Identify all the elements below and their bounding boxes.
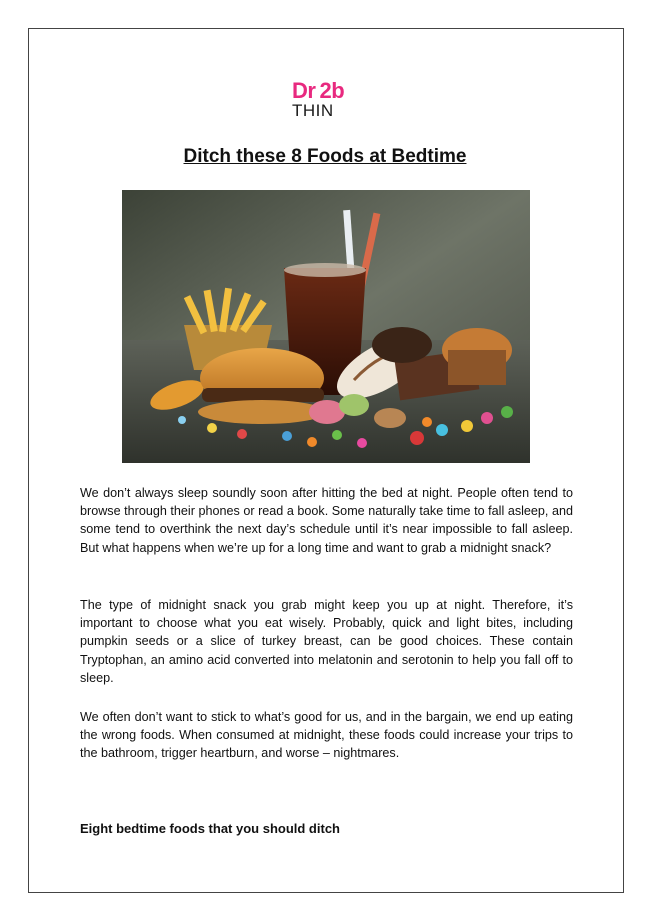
logo-text-dr: Dr [292, 78, 316, 103]
logo-text-2b: 2b [319, 78, 345, 103]
section-subheading: Eight bedtime foods that you should ditch [80, 821, 340, 836]
page-title: Ditch these 8 Foods at Bedtime [183, 146, 467, 167]
paragraph-3: We often don’t want to stick to what’s good for us, and in the bargain, we end up eating the wrong foods. When consumed at midnight, these foods could increase your trips to the bathroom, trigger heartburn, and worse – nightmares. [80, 710, 573, 761]
logo-text-thin: THIN [292, 101, 334, 120]
paragraph-1: We don’t always sleep soundly soon after hitting the bed at night. People often tend to browse through their phones or read a book. Some naturally take time to fall asleep, and some tend to overthink the next day’s schedule until it’s near impossible to fall asleep. But what happens when we’re up for a long time and want to grab a midnight snack? [80, 486, 573, 555]
junk-food-photo [122, 190, 530, 463]
brand-logo [292, 80, 372, 122]
paragraph-2: The type of midnight snack you grab might keep you up at night. Therefore, it’s important to choose what you eat wisely. Probably, quick and light bites, including pumpkin seeds or a slice of turkey breast, can be good choices. These contain Tryptophan, an amino acid converted into melatonin and serotonin to help you fall off to sleep. [80, 598, 573, 685]
